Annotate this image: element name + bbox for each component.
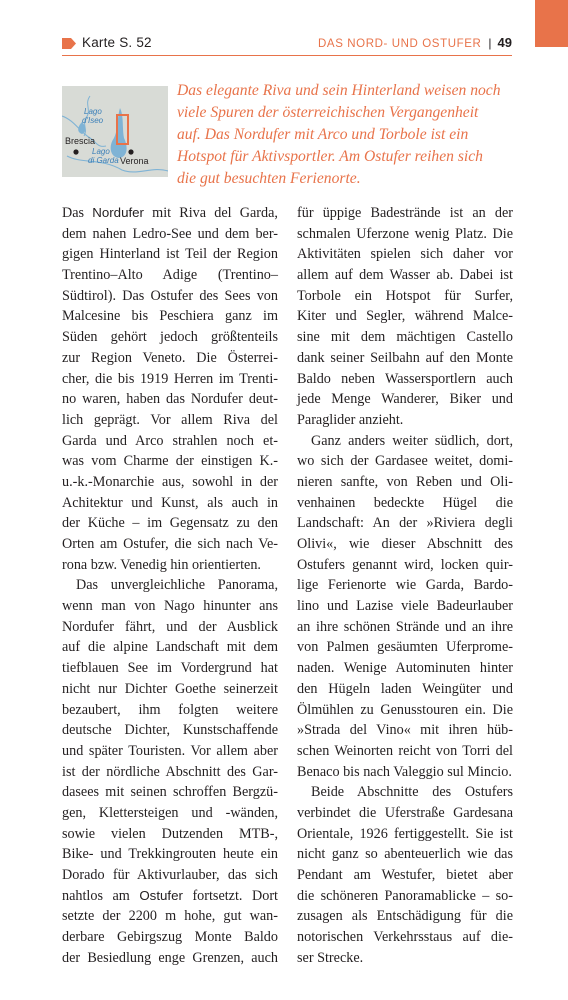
- body-line: Süden gehört jedoch größtenteils: [62, 329, 278, 346]
- map-label-iseo: d'Iseo: [82, 116, 104, 125]
- body-line: dank seiner Seilbahn auf den Monte: [297, 349, 513, 366]
- body-line: Malcesine bis Peschiera ganz im: [62, 308, 278, 325]
- body-line: lich geprägt. Vor allem Riva del: [62, 411, 278, 428]
- body-line: wenn man von Nago hinunter ans: [62, 598, 278, 615]
- body-text: nahtlos am: [62, 887, 140, 904]
- body-line: lige Ferienorte wie Garda, Bardo-: [297, 577, 513, 594]
- intro-teaser: [177, 80, 517, 190]
- body-text: mit Riva del Garda,: [143, 205, 278, 221]
- page-header: [62, 34, 512, 54]
- body-line: dasees mit seinen schroffen Bergzü-: [62, 784, 278, 801]
- body-line: verbindet die Uferstraße Gardesana: [297, 804, 513, 821]
- body-column-left: [62, 203, 278, 968]
- body-line: cher, die bis 1919 Herren im Trenti-: [62, 370, 278, 387]
- body-line: Ölmühlen zu Genusstouren ein. Die: [297, 701, 513, 718]
- body-line: schmalen Uferzone wenig Platz. Die: [297, 225, 513, 242]
- body-line: auf die alpine Landschaft mit dem: [62, 639, 278, 656]
- intro-line: auf. Das Nordufer mit Arco und Torbole ist ein: [177, 126, 469, 143]
- body-line: was vom Charme der einstigen K.-: [62, 453, 278, 470]
- body-line: von Palmen gesäumten Uferprome-: [297, 639, 513, 656]
- body-line: wo sich der Gardasee weitet, domi-: [297, 453, 513, 470]
- body-line: [62, 203, 278, 224]
- body-line: Landschaft: An der »Riviera degli: [297, 515, 513, 532]
- map-label-lago: Lago: [92, 147, 110, 156]
- body-line: nieren sanfte, von Reben und Oli-: [297, 473, 513, 490]
- map-label-garda: di Garda: [88, 156, 119, 165]
- intro-line: Hotspot für Aktivsportler. Am Ostufer reihen sich: [177, 148, 483, 165]
- body-line: Beide Abschnitte des Ostufers: [311, 784, 513, 801]
- body-line: notorischen Verkehrsstaus auf die-: [297, 929, 513, 946]
- verona-city-marker: [128, 149, 133, 154]
- body-line: u.-k.-Monarchie aus, sowohl in der: [62, 473, 278, 490]
- body-line: Baldo neben Wassersportlern auch: [297, 370, 513, 387]
- body-line: Pendant am Westufer, bietet aber: [297, 867, 513, 883]
- body-line: zur Region Veneto. Die Österrei-: [62, 349, 278, 366]
- body-line: Trentino–Alto Adige (Trentino–: [62, 267, 278, 284]
- body-line: Olivi«, wie dieser Abschnitt des: [297, 536, 513, 552]
- body-line: allem auf dem Wasser ab. Dabei ist: [297, 267, 513, 284]
- body-line: Torbole ein Hotspot für Surfer,: [297, 287, 513, 304]
- body-line: »Strada del Vino« mit ihren hüb-: [297, 722, 513, 739]
- map-label-brescia: Brescia: [65, 136, 96, 146]
- chapter-tab: [535, 0, 568, 47]
- body-line: der Küche – im Gegensatz zu den: [62, 515, 278, 532]
- body-line: nicht nur Dichter Goethe seinerzeit: [62, 680, 278, 697]
- page-number: 49: [497, 35, 512, 50]
- body-line: Dorado für Aktivurlauber, das sich: [62, 867, 278, 883]
- map-label-verona: Verona: [120, 156, 149, 166]
- intro-line: Das elegante Riva und sein Hinterland weisen noch: [177, 82, 501, 99]
- overview-map: [62, 86, 168, 177]
- body-line: [62, 886, 278, 907]
- body-line: nicht ganz so abenteuerlich wie das: [297, 846, 513, 863]
- body-line: Achitektur und Kunst, als auch in: [62, 494, 278, 511]
- body-line: Ganz anders weiter südlich, dort,: [311, 432, 513, 449]
- intro-line: viele Spuren der österreichischen Vergangenheit: [177, 104, 479, 121]
- body-line: setzte der 2200 m hohe, gut wan-: [62, 908, 278, 925]
- body-line: Kiter und Segler, während Malce-: [297, 308, 513, 325]
- body-line: den Hügeln laden Weingüter und: [297, 680, 513, 697]
- body-line: lino und Lazise viele Badeurlauber: [297, 598, 513, 615]
- intro-line: die gut besuchten Ferienorte.: [177, 170, 361, 187]
- body-line: dem nahen Ledro-See und dem ber-: [62, 225, 278, 242]
- header-separator: |: [488, 36, 492, 50]
- keyword-ostufer: Ostufer: [139, 887, 183, 903]
- running-head: [318, 35, 512, 50]
- body-line: an ihre schönen Strände und an ihre: [297, 618, 513, 635]
- body-line: Benaco bis nach Valeggio sul Mincio.: [297, 763, 512, 780]
- body-line: Ostufers genannt wird, locken quir-: [297, 556, 513, 573]
- body-line: Garda und Arco strahlen noch et-: [62, 432, 278, 449]
- body-line: tiefblauen See im Vordergrund hat: [62, 660, 278, 677]
- body-line: Das unvergleichliche Panorama,: [76, 577, 278, 594]
- body-line: die schöneren Panoramablicke – so-: [297, 887, 513, 904]
- body-line: für üppige Badestrände ist an der: [297, 205, 513, 221]
- body-line: naden. Wenige Autominuten hinter: [297, 660, 513, 677]
- body-line: rona bzw. Venedig hin orientierten.: [62, 556, 261, 573]
- body-line: Orten am Ostufer, die sich nach Ve-: [62, 536, 278, 552]
- body-line: der Besiedlung enge Grenzen, auch: [62, 949, 278, 966]
- body-line: Paraglider anzieht.: [297, 411, 404, 428]
- body-line: ser Strecke.: [297, 949, 364, 966]
- body-line: gen, Klettersteigen und -wänden,: [62, 804, 278, 821]
- body-line: gigen Hinterland ist Teil der Region: [62, 246, 278, 263]
- body-line: Aktivitäten spielen sich daher vor: [297, 246, 513, 263]
- arrow-right-icon: [62, 38, 76, 49]
- body-line: sowie vielen Dutzenden MTB-,: [62, 825, 278, 842]
- body-line: venhainen bedeckte Hügel die: [297, 494, 513, 511]
- body-line: und später Touristen. Vor allem aber: [62, 742, 278, 759]
- map-reference-link[interactable]: Karte S. 52: [82, 35, 152, 50]
- body-line: Südtirol). Das Ostufer des Sees von: [62, 287, 278, 304]
- map-label-lago: Lago: [84, 107, 102, 116]
- body-line: deutsche Dichter, Kunstschaffende: [62, 722, 278, 739]
- body-line: zusagen als Entschädigung für die: [297, 908, 513, 925]
- header-rule: [62, 55, 512, 56]
- body-line: derbare Gebirgszug Monte Baldo: [62, 929, 278, 946]
- section-title: DAS NORD- UND OSTUFER: [318, 38, 482, 50]
- body-line: Orientale, 1926 fertiggestellt. Sie ist: [297, 825, 513, 842]
- keyword-nordufer: Nordufer: [92, 205, 144, 220]
- brescia-city-marker: [73, 149, 78, 154]
- body-text: fortsetzt. Dort: [182, 887, 278, 904]
- body-line: schen Weinorten reicht von Torri del: [297, 742, 513, 759]
- body-line: bezaubert, ihm folgten weitere: [62, 701, 278, 718]
- body-line: no waren, haben das Nordufer deut-: [62, 391, 278, 408]
- body-line: sine mit dem mächtigen Castello: [297, 329, 513, 346]
- body-line: Bike- und Trekkingrouten heute ein: [62, 846, 278, 863]
- body-line: Nordufer fährt, und der Ausblick: [62, 618, 278, 635]
- body-line: jede Menge Wanderer, Biker und: [297, 391, 513, 408]
- body-line: ist der nördliche Abschnitt des Gar-: [62, 763, 278, 780]
- body-text: Das: [62, 205, 93, 221]
- body-column-right: [297, 203, 513, 968]
